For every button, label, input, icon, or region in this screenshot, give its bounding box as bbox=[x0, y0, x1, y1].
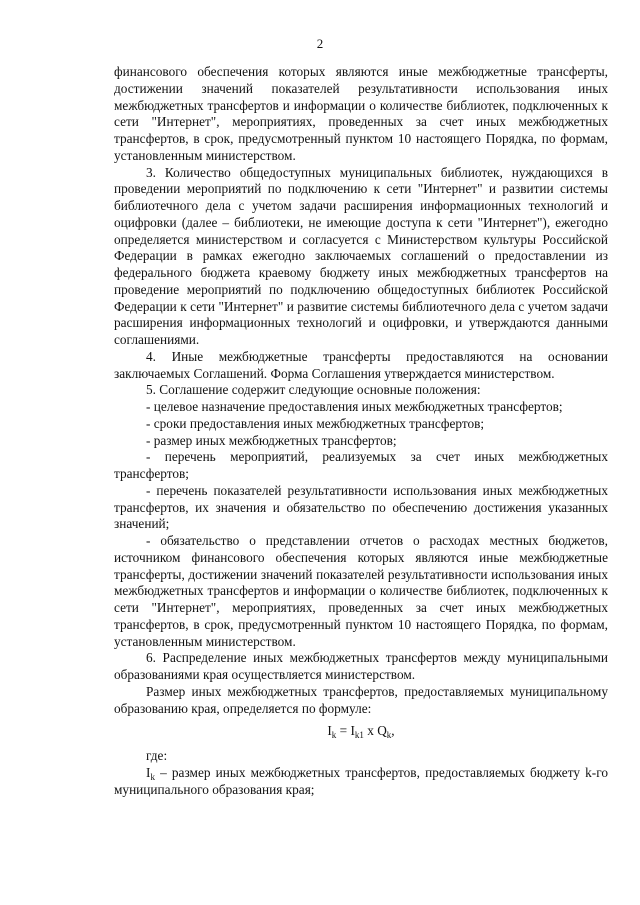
where-label: где: bbox=[146, 748, 168, 763]
list-item: - обязательство о представлении отчетов о расходах местных бюджетов, источником финансового обеспечения которых являются иные межбюджетные трансферты, достижении значений показателей результативности использования иных межбюджетных трансфертов и информации о количестве библиотек, подключенных к сети "Интернет", мероприятиях, проведенных за счет иных межбюджетных трансфертов, в срок, предусмотренный пунктом 10 настоящего Порядка, по формам, установленным министерством. bbox=[114, 533, 608, 649]
formula-term-1-sub: k1 bbox=[354, 730, 364, 741]
paragraph-5: 5. Соглашение содержит следующие основные положения: bbox=[146, 382, 481, 398]
list-item: - перечень мероприятий, реализуемых за счет иных межбюджетных трансфертов; bbox=[114, 449, 608, 481]
definition-text: – размер иных межбюджетных трансфертов, предоставляемых бюджету k-го муниципального образования края; bbox=[114, 764, 608, 797]
formula-lhs: I bbox=[327, 723, 332, 739]
formula-term-1: I bbox=[350, 723, 355, 739]
definition-ik bbox=[114, 765, 608, 799]
definition-symbol-sub: k bbox=[150, 771, 155, 782]
paragraph-3: 3. Количество общедоступных муниципальных библиотек, нуждающихся в проведении мероприятий по подключению к сети "Интернет" и развитии системы библиотечного дела с учетом задачи расширения информационных технологий и оцифровки (далее – библиотеки, не имеющие доступа к сети "Интернет"), ежегодно определяется министерством и согласуется с Министерством культуры Российской Федерации в рамках ежегодно заключаемых соглашений о предоставлении из федерального бюджета краевому бюджету иных межбюджетных трансфертов на проведение мероприятий по подключению общедоступных библиотек Российской Федерации к сети "Интернет" и развитие системы библиотечного дела с учетом задачи расширения информационных технологий и оцифровки, и утверждаются данными соглашениями. bbox=[114, 164, 608, 347]
page-number: 2 bbox=[316, 36, 324, 51]
formula-term-2-sub: k bbox=[386, 730, 392, 741]
formula-times: x bbox=[363, 723, 378, 739]
document-body bbox=[114, 64, 608, 798]
formula bbox=[114, 723, 608, 740]
formula-term-2: Q bbox=[377, 723, 387, 739]
list-item: - перечень показателей результативности использования иных межбюджетных трансфертов, их значения и обязательство по обеспечению достижения указанных значений; bbox=[114, 482, 608, 532]
paragraph-continuation: финансового обеспечения которых являются иные межбюджетные трансферты, достижении значений показателей результативности использования иных межбюджетных трансфертов и информации о количестве библиотек, подключенных к сети "Интернет", мероприятиях, проведенных за счет иных межбюджетных трансфертов, в срок, предусмотренный пунктом 10 настоящего Порядка, по формам, установленным министерством. bbox=[114, 64, 608, 163]
list-item: - сроки предоставления иных межбюджетных трансфертов; bbox=[146, 415, 485, 431]
paragraph-6-formula-intro: Размер иных межбюджетных трансфертов, предоставляемых муниципальному образованию края, определяется по формуле: bbox=[114, 683, 608, 716]
formula-lhs-sub: k bbox=[331, 730, 337, 741]
formula-equals: = bbox=[336, 723, 351, 739]
list-item: - целевое назначение предоставления иных межбюджетных трансфертов; bbox=[146, 399, 563, 414]
definition-symbol: I bbox=[146, 764, 151, 780]
formula-end: , bbox=[391, 723, 395, 739]
list-item: - размер иных межбюджетных трансфертов; bbox=[146, 432, 397, 448]
paragraph-6: 6. Распределение иных межбюджетных трансфертов между муниципальными образованиями края осуществляется министерством. bbox=[114, 650, 608, 682]
paragraph-4: 4. Иные межбюджетные трансферты предоставляются на основании заключаемых Соглашений. Форма Соглашения утверждается министерством. bbox=[114, 348, 608, 381]
